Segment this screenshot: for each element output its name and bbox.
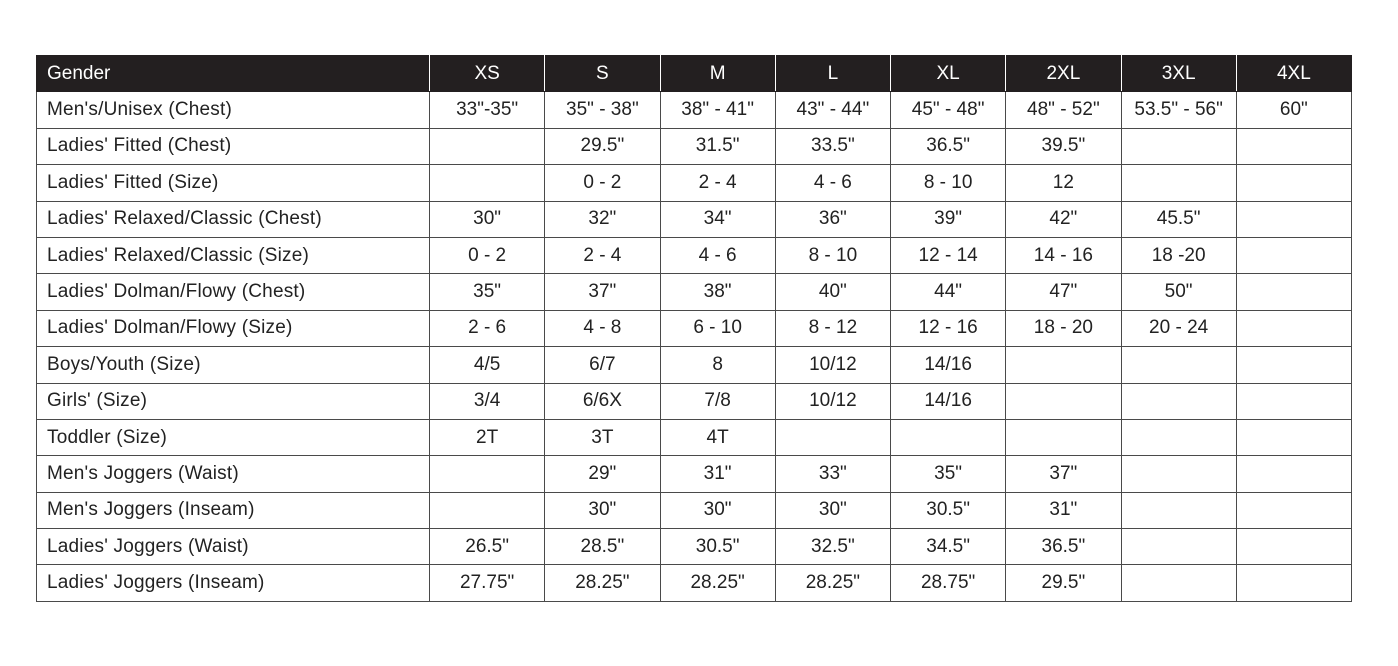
table-cell bbox=[1006, 347, 1121, 383]
table-cell: 8 bbox=[660, 347, 775, 383]
table-cell: 2 - 4 bbox=[660, 165, 775, 201]
table-cell bbox=[1236, 274, 1351, 310]
table-cell: 37" bbox=[1006, 456, 1121, 492]
table-cell: 20 - 24 bbox=[1121, 310, 1236, 346]
table-cell: 30" bbox=[545, 492, 660, 528]
row-label: Ladies' Relaxed/Classic (Chest) bbox=[37, 201, 430, 237]
table-cell bbox=[1121, 565, 1236, 601]
header-cell-size: 4XL bbox=[1236, 56, 1351, 92]
table-cell: 33.5" bbox=[775, 128, 890, 164]
header-cell-size: XS bbox=[430, 56, 545, 92]
table-cell: 14/16 bbox=[891, 383, 1006, 419]
table-cell: 42" bbox=[1006, 201, 1121, 237]
header-cell-size: 2XL bbox=[1006, 56, 1121, 92]
table-row bbox=[37, 201, 1352, 237]
row-label: Boys/Youth (Size) bbox=[37, 347, 430, 383]
table-row bbox=[37, 128, 1352, 164]
table-cell: 45" - 48" bbox=[891, 92, 1006, 128]
table-cell: 32.5" bbox=[775, 529, 890, 565]
table-row bbox=[37, 492, 1352, 528]
table-cell: 8 - 10 bbox=[891, 165, 1006, 201]
table-cell: 28.25" bbox=[775, 565, 890, 601]
row-label: Ladies' Dolman/Flowy (Chest) bbox=[37, 274, 430, 310]
table-cell bbox=[1236, 237, 1351, 273]
table-cell: 31" bbox=[1006, 492, 1121, 528]
table-cell: 18 - 20 bbox=[1006, 310, 1121, 346]
table-cell bbox=[1236, 128, 1351, 164]
table-cell bbox=[1121, 492, 1236, 528]
table-cell: 6/6X bbox=[545, 383, 660, 419]
table-cell: 10/12 bbox=[775, 383, 890, 419]
header-cell-size: S bbox=[545, 56, 660, 92]
table-cell: 32" bbox=[545, 201, 660, 237]
table-cell: 50" bbox=[1121, 274, 1236, 310]
size-chart-header bbox=[37, 56, 1352, 92]
table-cell: 38" bbox=[660, 274, 775, 310]
table-cell bbox=[1006, 419, 1121, 455]
table-cell: 35" - 38" bbox=[545, 92, 660, 128]
table-cell: 36.5" bbox=[1006, 529, 1121, 565]
header-cell-size: M bbox=[660, 56, 775, 92]
table-cell: 6/7 bbox=[545, 347, 660, 383]
table-cell: 31" bbox=[660, 456, 775, 492]
row-label: Ladies' Fitted (Chest) bbox=[37, 128, 430, 164]
table-cell bbox=[1236, 201, 1351, 237]
table-cell: 2T bbox=[430, 419, 545, 455]
table-cell bbox=[1121, 165, 1236, 201]
table-cell bbox=[1236, 165, 1351, 201]
table-cell: 30.5" bbox=[660, 529, 775, 565]
table-cell bbox=[430, 165, 545, 201]
table-cell: 43" - 44" bbox=[775, 92, 890, 128]
row-label: Ladies' Joggers (Inseam) bbox=[37, 565, 430, 601]
table-row bbox=[37, 274, 1352, 310]
row-label: Toddler (Size) bbox=[37, 419, 430, 455]
table-cell bbox=[430, 456, 545, 492]
table-cell bbox=[1236, 419, 1351, 455]
table-cell: 4 - 6 bbox=[775, 165, 890, 201]
table-cell: 40" bbox=[775, 274, 890, 310]
table-row bbox=[37, 165, 1352, 201]
row-label: Girls' (Size) bbox=[37, 383, 430, 419]
table-row bbox=[37, 383, 1352, 419]
size-chart-table bbox=[36, 55, 1352, 602]
table-cell: 2 - 6 bbox=[430, 310, 545, 346]
table-cell: 28.25" bbox=[660, 565, 775, 601]
table-cell: 29" bbox=[545, 456, 660, 492]
header-row bbox=[37, 56, 1352, 92]
table-row bbox=[37, 419, 1352, 455]
table-cell: 53.5" - 56" bbox=[1121, 92, 1236, 128]
table-cell: 14/16 bbox=[891, 347, 1006, 383]
table-cell: 36.5" bbox=[891, 128, 1006, 164]
table-cell: 34.5" bbox=[891, 529, 1006, 565]
header-cell-gender: Gender bbox=[37, 56, 430, 92]
table-cell: 4/5 bbox=[430, 347, 545, 383]
table-cell bbox=[1236, 529, 1351, 565]
table-cell: 10/12 bbox=[775, 347, 890, 383]
table-cell: 45.5" bbox=[1121, 201, 1236, 237]
table-cell bbox=[1236, 492, 1351, 528]
table-cell: 35" bbox=[430, 274, 545, 310]
table-cell: 37" bbox=[545, 274, 660, 310]
table-cell: 60" bbox=[1236, 92, 1351, 128]
table-cell: 39.5" bbox=[1006, 128, 1121, 164]
table-cell: 44" bbox=[891, 274, 1006, 310]
table-cell bbox=[1236, 383, 1351, 419]
table-cell bbox=[1236, 310, 1351, 346]
table-cell bbox=[430, 128, 545, 164]
table-cell: 28.25" bbox=[545, 565, 660, 601]
table-cell: 30" bbox=[775, 492, 890, 528]
table-cell bbox=[1006, 383, 1121, 419]
table-row bbox=[37, 529, 1352, 565]
table-cell: 6 - 10 bbox=[660, 310, 775, 346]
table-cell: 26.5" bbox=[430, 529, 545, 565]
header-cell-size: 3XL bbox=[1121, 56, 1236, 92]
table-cell: 7/8 bbox=[660, 383, 775, 419]
table-cell bbox=[775, 419, 890, 455]
table-cell: 30.5" bbox=[891, 492, 1006, 528]
table-cell bbox=[430, 492, 545, 528]
table-cell: 12 - 16 bbox=[891, 310, 1006, 346]
table-cell: 33"-35" bbox=[430, 92, 545, 128]
header-cell-size: XL bbox=[891, 56, 1006, 92]
table-cell: 2 - 4 bbox=[545, 237, 660, 273]
table-row bbox=[37, 237, 1352, 273]
table-row bbox=[37, 92, 1352, 128]
table-cell bbox=[1121, 456, 1236, 492]
table-cell: 35" bbox=[891, 456, 1006, 492]
table-row bbox=[37, 565, 1352, 601]
table-cell bbox=[1121, 347, 1236, 383]
table-cell: 8 - 10 bbox=[775, 237, 890, 273]
table-cell: 33" bbox=[775, 456, 890, 492]
table-cell bbox=[1236, 456, 1351, 492]
table-cell: 31.5" bbox=[660, 128, 775, 164]
table-cell: 14 - 16 bbox=[1006, 237, 1121, 273]
table-cell bbox=[1121, 128, 1236, 164]
table-cell: 3/4 bbox=[430, 383, 545, 419]
table-cell: 12 - 14 bbox=[891, 237, 1006, 273]
row-label: Ladies' Relaxed/Classic (Size) bbox=[37, 237, 430, 273]
row-label: Men's Joggers (Waist) bbox=[37, 456, 430, 492]
table-cell: 28.75" bbox=[891, 565, 1006, 601]
row-label: Ladies' Dolman/Flowy (Size) bbox=[37, 310, 430, 346]
table-cell: 29.5" bbox=[545, 128, 660, 164]
table-cell: 39" bbox=[891, 201, 1006, 237]
table-cell: 12 bbox=[1006, 165, 1121, 201]
size-chart-body bbox=[37, 92, 1352, 601]
table-cell: 38" - 41" bbox=[660, 92, 775, 128]
table-cell: 47" bbox=[1006, 274, 1121, 310]
table-cell: 3T bbox=[545, 419, 660, 455]
table-cell: 4T bbox=[660, 419, 775, 455]
table-cell: 28.5" bbox=[545, 529, 660, 565]
row-label: Ladies' Fitted (Size) bbox=[37, 165, 430, 201]
table-cell: 34" bbox=[660, 201, 775, 237]
row-label: Men's Joggers (Inseam) bbox=[37, 492, 430, 528]
table-cell: 29.5" bbox=[1006, 565, 1121, 601]
table-cell: 0 - 2 bbox=[430, 237, 545, 273]
table-cell bbox=[1236, 565, 1351, 601]
table-cell: 27.75" bbox=[430, 565, 545, 601]
table-cell bbox=[1121, 529, 1236, 565]
table-row bbox=[37, 456, 1352, 492]
table-cell bbox=[1236, 347, 1351, 383]
table-cell: 4 - 6 bbox=[660, 237, 775, 273]
table-cell: 18 -20 bbox=[1121, 237, 1236, 273]
header-cell-size: L bbox=[775, 56, 890, 92]
table-cell bbox=[1121, 383, 1236, 419]
table-cell: 4 - 8 bbox=[545, 310, 660, 346]
row-label: Men's/Unisex (Chest) bbox=[37, 92, 430, 128]
table-cell: 48" - 52" bbox=[1006, 92, 1121, 128]
table-cell: 30" bbox=[430, 201, 545, 237]
table-cell bbox=[1121, 419, 1236, 455]
table-cell: 0 - 2 bbox=[545, 165, 660, 201]
table-row bbox=[37, 310, 1352, 346]
row-label: Ladies' Joggers (Waist) bbox=[37, 529, 430, 565]
table-cell: 30" bbox=[660, 492, 775, 528]
table-cell: 36" bbox=[775, 201, 890, 237]
table-cell: 8 - 12 bbox=[775, 310, 890, 346]
table-row bbox=[37, 347, 1352, 383]
table-cell bbox=[891, 419, 1006, 455]
